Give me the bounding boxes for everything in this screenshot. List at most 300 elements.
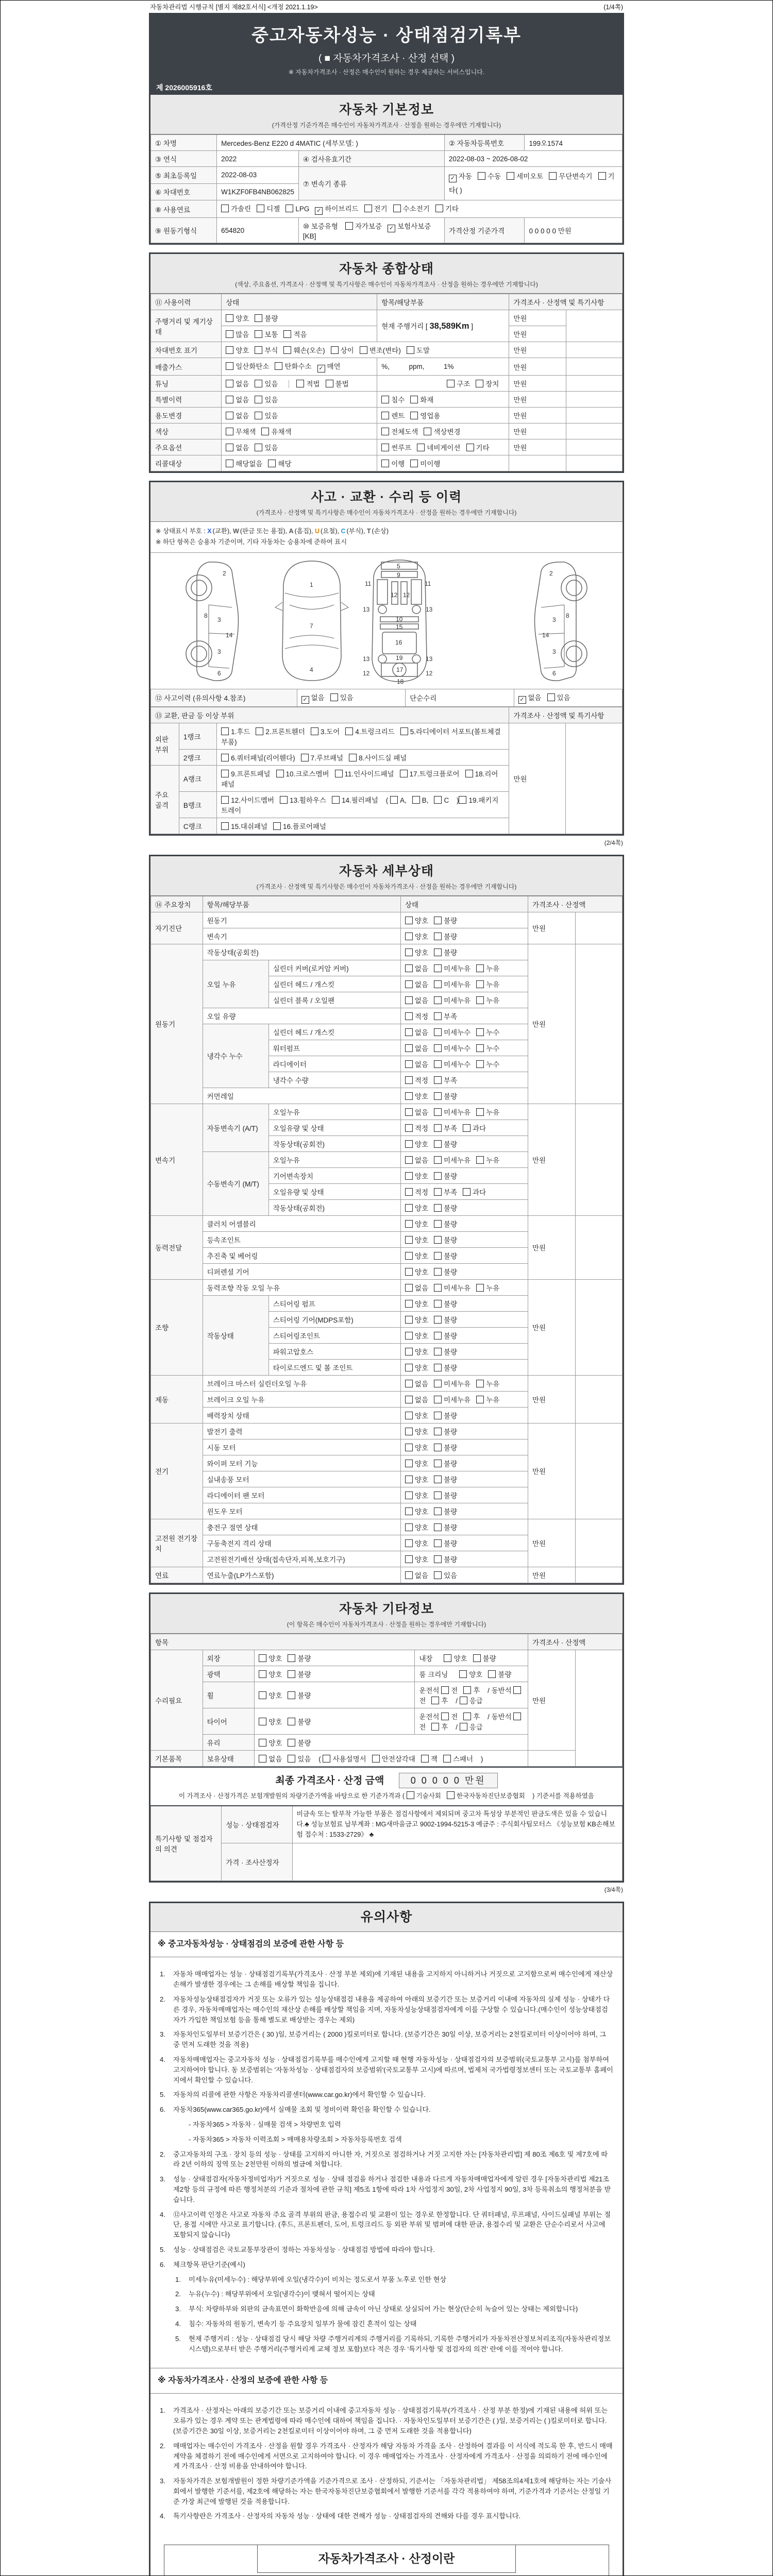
- checkbox[interactable]: [513, 1713, 521, 1720]
- checkbox[interactable]: [447, 1791, 455, 1799]
- notice-item: [160, 1994, 613, 2025]
- checkbox[interactable]: [405, 1044, 413, 1052]
- checkbox[interactable]: [476, 1108, 484, 1116]
- group-label: 전기: [151, 1423, 203, 1519]
- checkbox[interactable]: [381, 444, 389, 451]
- checkbox-label: 미세누유: [444, 964, 471, 973]
- checkbox[interactable]: [434, 1380, 442, 1387]
- vin-checks: [222, 342, 509, 358]
- checkbox[interactable]: [518, 696, 526, 704]
- checkbox[interactable]: [323, 1755, 330, 1762]
- checkbox[interactable]: [372, 1755, 380, 1762]
- checkbox[interactable]: [259, 1670, 266, 1678]
- basic-info-subtitle: (가격산정 기준가격은 매수인이 자동차가격조사 · 산정을 원하는 경우에만 기재합니다): [272, 122, 501, 129]
- notice-item: [175, 2334, 613, 2354]
- checkbox[interactable]: [459, 796, 466, 804]
- checkbox[interactable]: [434, 1316, 442, 1324]
- checkbox[interactable]: [405, 1444, 413, 1451]
- checkbox[interactable]: [434, 1364, 442, 1371]
- checkbox[interactable]: [405, 1140, 413, 1148]
- checkbox[interactable]: [268, 460, 276, 467]
- overall-title: 자동차 종합상태: [339, 262, 434, 276]
- checkbox[interactable]: [434, 1028, 442, 1036]
- label: ⑫ 사고이력 (유의사항 4.참조): [151, 689, 297, 706]
- checkbox[interactable]: [405, 1571, 413, 1579]
- checkbox[interactable]: [459, 1670, 467, 1678]
- checkbox[interactable]: [405, 1124, 413, 1132]
- item-label: 작동상태(공회전): [268, 1199, 400, 1215]
- checkbox[interactable]: [405, 1188, 413, 1196]
- checkbox[interactable]: [434, 1492, 442, 1499]
- checkbox[interactable]: [405, 1092, 413, 1100]
- checkbox[interactable]: [476, 1156, 484, 1164]
- item-label: 실내송풍 모터: [203, 1471, 400, 1487]
- checkbox[interactable]: [255, 380, 262, 387]
- group-label: 자기진단: [151, 912, 203, 944]
- col-header: 가격조사 · 산정액: [528, 896, 623, 912]
- checkbox[interactable]: [405, 1428, 413, 1435]
- accident-header: [150, 482, 623, 522]
- checkbox[interactable]: [434, 917, 442, 924]
- checkbox[interactable]: [405, 933, 413, 940]
- checkbox[interactable]: [288, 1755, 295, 1762]
- checkbox[interactable]: [405, 1348, 413, 1355]
- checkbox[interactable]: [226, 428, 233, 435]
- checkbox[interactable]: [285, 205, 293, 212]
- checkbox[interactable]: [417, 444, 425, 451]
- checkbox[interactable]: [405, 1492, 413, 1499]
- checkbox[interactable]: [434, 1396, 442, 1403]
- checkbox[interactable]: [476, 1060, 484, 1068]
- checkbox[interactable]: [288, 1654, 295, 1662]
- checkbox[interactable]: [434, 1252, 442, 1260]
- state-checks: [400, 1136, 528, 1151]
- checkbox[interactable]: [405, 1380, 413, 1387]
- checkbox[interactable]: [349, 754, 357, 761]
- final-price-amount: 0 0 0 0 0 만원: [399, 1773, 498, 1788]
- checkbox[interactable]: [465, 770, 473, 777]
- checkbox[interactable]: [434, 1539, 442, 1547]
- checkbox[interactable]: [259, 1739, 266, 1747]
- checkbox[interactable]: [476, 1044, 484, 1052]
- checkbox[interactable]: [360, 346, 367, 354]
- checkbox-label: 침수: [391, 396, 405, 404]
- checkbox[interactable]: [221, 727, 229, 735]
- price-cell: 만원: [528, 1567, 576, 1583]
- checkbox[interactable]: [434, 1012, 442, 1020]
- checkbox[interactable]: [330, 693, 338, 701]
- notice-item-number: [175, 2120, 189, 2130]
- checkbox[interactable]: [405, 1076, 413, 1084]
- checkbox[interactable]: [476, 1028, 484, 1036]
- checkbox[interactable]: [301, 696, 309, 704]
- checkbox[interactable]: [345, 222, 353, 230]
- checkbox[interactable]: [405, 1236, 413, 1244]
- checkbox[interactable]: [410, 412, 418, 419]
- checkbox[interactable]: [261, 428, 269, 435]
- checkbox-label: 화재: [420, 396, 434, 404]
- checkbox[interactable]: [255, 314, 262, 322]
- checkbox-label: 많음: [236, 331, 249, 338]
- checkbox[interactable]: [405, 1108, 413, 1116]
- checkbox[interactable]: [405, 1396, 413, 1403]
- notice-listB: [150, 2394, 623, 2535]
- checkbox[interactable]: [421, 1755, 429, 1762]
- checkbox-label: 색상변경: [433, 428, 461, 436]
- checkbox[interactable]: [434, 964, 442, 972]
- checkbox[interactable]: [405, 996, 413, 1004]
- checkbox[interactable]: [311, 727, 318, 735]
- checkbox[interactable]: [549, 172, 557, 180]
- checkbox[interactable]: [407, 1791, 414, 1799]
- checkbox[interactable]: [393, 205, 401, 212]
- checkbox[interactable]: [434, 1268, 442, 1276]
- checkbox[interactable]: [226, 346, 233, 354]
- checkbox[interactable]: [273, 822, 281, 830]
- checkbox[interactable]: [466, 444, 474, 451]
- checkbox[interactable]: [435, 205, 443, 212]
- checkbox[interactable]: [288, 1691, 295, 1699]
- checkbox[interactable]: [434, 1555, 442, 1563]
- price-cell: 만원: [509, 423, 566, 439]
- checkbox-label: 렌트: [391, 412, 405, 420]
- state-checks: [400, 1471, 528, 1487]
- checkbox[interactable]: [513, 1686, 521, 1694]
- checkbox[interactable]: [256, 727, 263, 735]
- checkbox[interactable]: [434, 1060, 442, 1068]
- checkbox[interactable]: [434, 1172, 442, 1180]
- checkbox[interactable]: [434, 1444, 442, 1451]
- checkbox[interactable]: [405, 1539, 413, 1547]
- checkbox[interactable]: [390, 796, 398, 804]
- checkbox-label: 5.라디에이터 서포트(볼트체결부품): [221, 727, 501, 746]
- checkbox[interactable]: [255, 330, 262, 338]
- checkbox[interactable]: [463, 1713, 471, 1720]
- table-row: [151, 455, 623, 471]
- checkbox[interactable]: [364, 205, 372, 212]
- checkbox-label: 누유: [486, 1380, 500, 1388]
- checkbox[interactable]: [431, 1697, 439, 1704]
- report-subtitle-note: ※ 자동차가격조사 · 산정은 매수인이 원하는 경우 제공하는 서비스입니다.: [288, 69, 485, 76]
- checkbox[interactable]: [434, 1188, 442, 1196]
- checkbox-label: 적정: [414, 1124, 429, 1132]
- checkbox[interactable]: [255, 396, 262, 403]
- checkbox[interactable]: [424, 428, 431, 435]
- checkbox[interactable]: [473, 1654, 481, 1662]
- checkbox[interactable]: [405, 1412, 413, 1419]
- checkbox[interactable]: [434, 1332, 442, 1340]
- checkbox[interactable]: [434, 1412, 442, 1419]
- value: 2022-08-03: [217, 167, 299, 184]
- checkbox[interactable]: [410, 396, 418, 403]
- state-code-desc: (교환),: [212, 528, 233, 535]
- checkbox-label: 15.대쉬패널: [231, 822, 268, 831]
- checkbox[interactable]: [460, 1723, 467, 1731]
- checkbox[interactable]: [259, 1654, 266, 1662]
- checkbox[interactable]: [463, 1124, 470, 1132]
- checkbox[interactable]: [405, 1507, 413, 1515]
- checkbox[interactable]: [434, 796, 442, 804]
- checkbox[interactable]: [345, 727, 353, 735]
- checkbox[interactable]: [431, 1723, 439, 1731]
- table-row: [151, 723, 623, 749]
- checkbox[interactable]: [317, 365, 325, 372]
- checkbox[interactable]: [434, 1076, 442, 1084]
- checkbox[interactable]: [226, 460, 233, 467]
- accident-checks: [297, 689, 405, 706]
- checkbox[interactable]: [434, 1460, 442, 1467]
- checkbox[interactable]: [405, 1284, 413, 1292]
- checkbox[interactable]: [288, 1739, 295, 1747]
- notice-item-text: 자동차성능상태점검자가 거짓 또는 오류가 있는 성능상태점검 내용을 제공하여 아래의 보증기간 또는 보증거리 이내에 자동차의 실제 성능 · 상태가 다른 경우, 자동차매매업자는 매수인의 재산상 손해를 배상할 책임을 지며, 자동차성능상태점검자에게 이를 구상할 수 있습니다.(매수인이 성능상태점검자가 가입한 책임보험 등을 통해 별도로 배상받는 경우는 제외): [173, 1995, 610, 2024]
- checkbox[interactable]: [434, 1571, 442, 1579]
- checkbox[interactable]: [332, 796, 340, 804]
- checkbox[interactable]: [405, 1364, 413, 1371]
- checkbox[interactable]: [259, 1718, 266, 1725]
- checkbox[interactable]: [434, 933, 442, 940]
- table-row: [151, 358, 623, 376]
- checkbox[interactable]: [405, 1460, 413, 1467]
- checkbox-label: 불량: [498, 1670, 512, 1679]
- checkbox[interactable]: [226, 362, 233, 370]
- checkbox[interactable]: [547, 693, 555, 701]
- checkbox[interactable]: [405, 1555, 413, 1563]
- checkbox-label: 12.사이드멤버: [231, 796, 275, 804]
- state-code-letter: T: [366, 528, 371, 535]
- checkbox[interactable]: [257, 205, 264, 212]
- checkbox[interactable]: [434, 1300, 442, 1308]
- checkbox[interactable]: [283, 346, 291, 354]
- item-label: 충전구 절연 상태: [203, 1519, 400, 1535]
- checkbox[interactable]: [283, 330, 291, 338]
- basic-info-header: [150, 95, 623, 134]
- checkbox[interactable]: [410, 460, 418, 467]
- svg-text:1: 1: [310, 581, 313, 588]
- label: 가격산정 기준가격: [444, 218, 525, 243]
- checkbox[interactable]: [221, 796, 229, 804]
- checkbox[interactable]: [434, 980, 442, 988]
- checkbox[interactable]: [463, 1686, 471, 1694]
- label: ⑨ 원동기형식: [151, 218, 217, 243]
- checkbox[interactable]: [441, 1686, 449, 1694]
- checkbox[interactable]: [326, 380, 333, 387]
- rankC-checks: [217, 818, 509, 834]
- checkbox[interactable]: [405, 980, 413, 988]
- checkbox[interactable]: [434, 1108, 442, 1116]
- state-checks: [400, 928, 528, 944]
- checkbox[interactable]: [434, 1092, 442, 1100]
- checkbox[interactable]: [226, 314, 233, 322]
- state-code-desc: (판금 또는 용접),: [240, 528, 289, 535]
- checkbox[interactable]: [449, 175, 457, 182]
- checkbox-label: 없음: [414, 1060, 429, 1069]
- item-label: 실린더 헤드 / 개스킷: [268, 1024, 400, 1040]
- checkbox[interactable]: [221, 822, 229, 830]
- checkbox[interactable]: [226, 380, 233, 387]
- rankB-checks: 12.사이드멤버 13.휠하우스 14.필러패널 ( A, B, C ) 19.패키지트레이: [217, 791, 509, 818]
- checkbox[interactable]: [405, 1476, 413, 1483]
- checkbox[interactable]: [335, 770, 343, 777]
- wheel-position-checks: 운전석 전 후 / 동반석 전 후 / 응급: [415, 1682, 528, 1708]
- checkbox[interactable]: [476, 1396, 484, 1403]
- checkbox[interactable]: [226, 444, 233, 451]
- checkbox[interactable]: [434, 1507, 442, 1515]
- checkbox[interactable]: [412, 796, 420, 804]
- checkbox-label: 도말: [416, 347, 430, 354]
- checkbox[interactable]: [301, 754, 309, 761]
- checkbox-label: 적정: [414, 1012, 429, 1021]
- item-label: 추진축 및 베어링: [203, 1247, 400, 1263]
- label: 보유상태: [203, 1750, 255, 1766]
- checkbox[interactable]: [255, 444, 262, 451]
- checkbox[interactable]: [598, 172, 606, 180]
- checkbox[interactable]: [463, 1188, 470, 1196]
- checkbox[interactable]: [488, 1670, 496, 1678]
- checkbox[interactable]: [476, 1380, 484, 1387]
- checkbox[interactable]: [288, 1670, 295, 1678]
- checkbox[interactable]: [381, 428, 389, 435]
- checkbox[interactable]: [405, 1523, 413, 1531]
- checkbox[interactable]: [226, 330, 233, 338]
- warranty-cell: [298, 218, 444, 243]
- table-row: [151, 310, 623, 326]
- checkbox[interactable]: [221, 770, 229, 777]
- checkbox[interactable]: [434, 1044, 442, 1052]
- checkbox[interactable]: [405, 1204, 413, 1212]
- checkbox[interactable]: [226, 412, 233, 419]
- notice-item-text: 자동차인도일부터 보증기간은 ( 30 )일, 보증거리는 ( 2000 )킬로미터로 합니다. (보증기간은 30일 이상, 보증거리는 2천킬로미터 이상이어야 하며, 그 중 먼저 도래한 것을 적용): [173, 2030, 607, 2049]
- checkbox[interactable]: [259, 1755, 266, 1762]
- checkbox[interactable]: [476, 964, 484, 972]
- checkbox[interactable]: [434, 1236, 442, 1244]
- checkbox-label: 없음: [236, 396, 249, 404]
- checkbox[interactable]: [381, 396, 389, 403]
- checkbox-label: C: [444, 796, 449, 804]
- checkbox[interactable]: [434, 1204, 442, 1212]
- checkbox[interactable]: [288, 1718, 295, 1725]
- checkbox[interactable]: [434, 1476, 442, 1483]
- checkbox[interactable]: [405, 917, 413, 924]
- checkbox[interactable]: [381, 460, 389, 467]
- checkbox[interactable]: [447, 380, 455, 387]
- checkbox[interactable]: [434, 1124, 442, 1132]
- checkbox[interactable]: [405, 1268, 413, 1276]
- checkbox[interactable]: [476, 1284, 484, 1292]
- item-label: 오일누유: [268, 1151, 400, 1167]
- state-checks: [255, 1666, 415, 1682]
- emission-units: %, ppm, 1%: [377, 358, 509, 376]
- checkbox[interactable]: [315, 207, 323, 215]
- checkbox[interactable]: [405, 1252, 413, 1260]
- checkbox[interactable]: [478, 172, 485, 180]
- checkbox[interactable]: [441, 1713, 449, 1720]
- col-header: 가격조사 · 산정액 및 특기사항: [509, 707, 623, 723]
- label: 룸 크리닝: [419, 1670, 448, 1679]
- checkbox[interactable]: [226, 396, 233, 403]
- checkbox[interactable]: [434, 1140, 442, 1148]
- notice-blockA-heading: ※ 중고자동차성능 · 상태점검의 보증에 관한 사항 등: [150, 1932, 623, 1957]
- checkbox[interactable]: [407, 346, 414, 354]
- checkbox[interactable]: [405, 1172, 413, 1180]
- checkbox-label: 미세누유: [444, 1284, 471, 1292]
- svg-text:6: 6: [217, 669, 221, 677]
- checkbox[interactable]: [476, 980, 484, 988]
- checkbox[interactable]: [434, 1348, 442, 1355]
- price-cell: 만원: [528, 1215, 576, 1279]
- checkbox[interactable]: [405, 1156, 413, 1164]
- checkbox[interactable]: [405, 964, 413, 972]
- checkbox[interactable]: [221, 205, 229, 212]
- checkbox[interactable]: [221, 754, 229, 761]
- col-header: 상태: [400, 896, 528, 912]
- checkbox[interactable]: [434, 948, 442, 956]
- checkbox[interactable]: [405, 1220, 413, 1228]
- checkbox-label: 누유: [486, 996, 500, 1005]
- checkbox[interactable]: [507, 172, 514, 180]
- checkbox[interactable]: [255, 412, 262, 419]
- checkbox-label: 18.리어패널: [221, 770, 498, 788]
- checkbox[interactable]: [434, 1220, 442, 1228]
- checkbox[interactable]: [434, 996, 442, 1004]
- checkbox[interactable]: [444, 1654, 451, 1662]
- item-label: 디퍼렌셜 기어: [203, 1263, 400, 1279]
- checkbox[interactable]: [381, 412, 389, 419]
- checkbox[interactable]: [400, 770, 408, 777]
- label: 유리: [203, 1734, 255, 1750]
- checkbox[interactable]: [388, 225, 395, 232]
- checkbox-label: 불량: [444, 1220, 458, 1228]
- checkbox[interactable]: [434, 1156, 442, 1164]
- checkbox[interactable]: [331, 346, 339, 354]
- table-row: [151, 294, 623, 310]
- checkbox[interactable]: [296, 380, 304, 387]
- checkbox-label: 이행: [391, 460, 405, 468]
- notice-item-number: 3.: [160, 2030, 165, 2039]
- section-accident-history: [149, 481, 624, 836]
- checkbox[interactable]: [275, 362, 282, 370]
- table-row: [151, 439, 623, 455]
- checkbox[interactable]: [405, 948, 413, 956]
- checkbox[interactable]: [405, 1300, 413, 1308]
- price-cell: 만원: [509, 342, 566, 358]
- checkbox[interactable]: [460, 1697, 467, 1704]
- label: 색상: [151, 423, 222, 439]
- checkbox[interactable]: [255, 346, 262, 354]
- checkbox[interactable]: [405, 1012, 413, 1020]
- checkbox[interactable]: [405, 1332, 413, 1340]
- checkbox[interactable]: [405, 1028, 413, 1036]
- checkbox[interactable]: [276, 770, 284, 777]
- checkbox[interactable]: [476, 996, 484, 1004]
- svg-text:13: 13: [363, 655, 370, 663]
- checkbox[interactable]: [405, 1060, 413, 1068]
- checkbox[interactable]: [434, 1284, 442, 1292]
- checkbox-label: 미세누유: [444, 996, 471, 1005]
- checkbox-label: 적정: [414, 1076, 429, 1084]
- group-label: 조향: [151, 1279, 203, 1375]
- checkbox[interactable]: [443, 1755, 451, 1762]
- checkbox[interactable]: [405, 1316, 413, 1324]
- checkbox[interactable]: [476, 380, 483, 387]
- item-label: 작동상태(공회전): [268, 1136, 400, 1151]
- checkbox[interactable]: [434, 1428, 442, 1435]
- other-header: [150, 1594, 623, 1634]
- checkbox[interactable]: [259, 1691, 266, 1699]
- checkbox[interactable]: [400, 727, 408, 735]
- checkbox[interactable]: [280, 796, 288, 804]
- svg-text:6: 6: [552, 669, 556, 677]
- checkbox[interactable]: [434, 1523, 442, 1531]
